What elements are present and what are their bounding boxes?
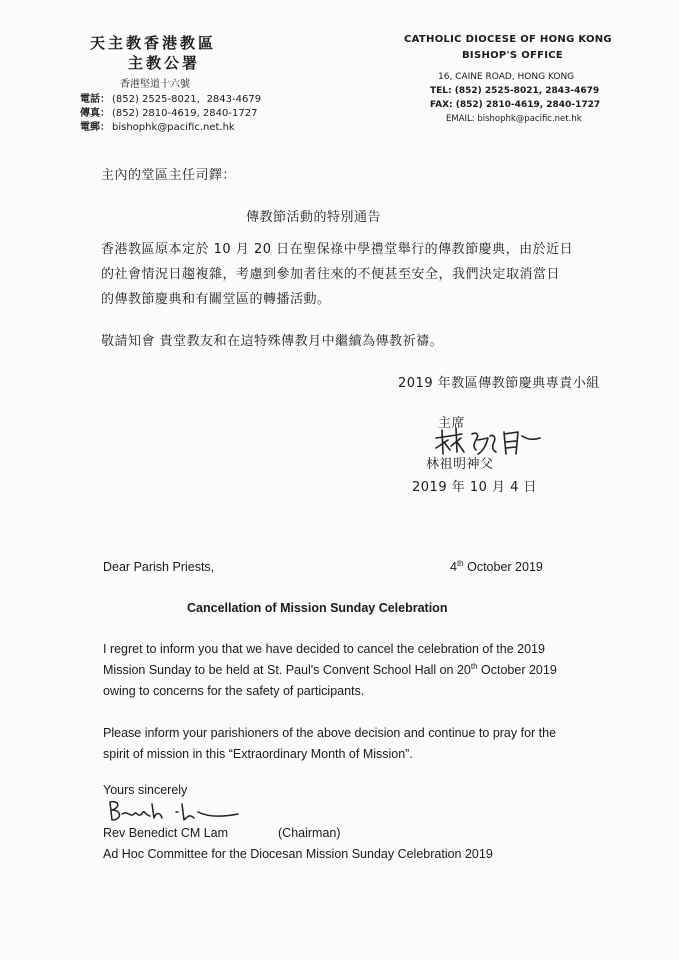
en-subject: Cancellation of Mission Sunday Celebration xyxy=(187,601,448,615)
english-signature xyxy=(102,798,242,824)
en-role: (Chairman) xyxy=(278,826,341,840)
letterhead-cn-title: 天主教香港教區 xyxy=(90,34,217,52)
letterhead-cn-fax xyxy=(80,104,257,119)
en-para1-line2-a: Mission Sunday to be held at St. Paul's Convent School Hall on 20 xyxy=(103,663,471,677)
en-committee: Ad Hoc Committee for the Diocesan Mission Sunday Celebration 2019 xyxy=(103,847,493,861)
en-para1-line1: I regret to inform you that we have decided to cancel the celebration of the 2019 xyxy=(103,642,545,656)
letterhead-cn-email-label: 電郵： xyxy=(80,122,110,133)
en-para1-line3: owing to concerns for the safety of participants. xyxy=(103,684,365,698)
letterhead-cn-tel xyxy=(80,90,261,105)
cn-date: 2019 年 10 月 4 日 xyxy=(412,480,538,495)
letterhead-cn-tel-value: (852) 2525-8021，2843-4679 xyxy=(112,94,262,105)
en-para2-line1: Please inform your parishioners of the above decision and continue to pray for the xyxy=(103,726,557,740)
letterhead-en-fax: FAX: (852) 2810-4619, 2840-1727 xyxy=(430,100,601,110)
en-para2-line2: spirit of mission in this “Extraordinary Month of Mission”. xyxy=(103,747,413,761)
en-date-day: 4 xyxy=(450,560,457,574)
letterhead-en-email: EMAIL: bishophk@pacific.net.hk xyxy=(446,114,582,124)
cn-signer: 林祖明神父 xyxy=(426,457,494,472)
letterhead-en-title: CATHOLIC DIOCESE OF HONG KONG xyxy=(404,34,612,45)
letterhead-cn-email-value: bishophk@pacific.net.hk xyxy=(112,122,235,133)
letterhead-cn-address: 香港堅道十六號 xyxy=(120,79,190,90)
cn-para1-line1: 香港教區原本定於 10 月 20 日在聖保祿中學禮堂舉行的傳教節慶典，由於近日 xyxy=(101,242,574,257)
cn-salutation: 主內的堂區主任司鐸： xyxy=(101,168,237,183)
cn-committee: 2019 年教區傳教節慶典專責小組 xyxy=(398,376,600,391)
en-closing: Yours sincerely xyxy=(103,783,188,797)
cn-para1-line3: 的傳教節慶典和有關堂區的轉播活動。 xyxy=(101,292,331,307)
letterhead-cn-email xyxy=(80,118,235,133)
letterhead-cn-tel-label: 電話： xyxy=(80,94,110,105)
en-date xyxy=(450,557,543,578)
letterhead-cn-fax-value: (852) 2810-4619, 2840-1727 xyxy=(112,108,258,119)
en-date-rest: October 2019 xyxy=(463,560,543,574)
letterhead-en-tel: TEL: (852) 2525-8021, 2843-4679 xyxy=(430,86,600,96)
en-date-suffix: th xyxy=(456,559,464,568)
en-para1-line2-b: October 2019 xyxy=(477,663,557,677)
letterhead-cn-fax-label: 傳真： xyxy=(80,108,110,119)
letterhead-cn-office: 主教公署 xyxy=(128,54,201,72)
letterhead-en-office: BISHOP'S OFFICE xyxy=(462,50,564,61)
en-para1-line2-suffix: th xyxy=(470,662,478,671)
cn-para1-line2: 的社會情況日趨複雜，考慮到參加者往來的不便甚至安全，我們決定取消當日 xyxy=(101,267,561,282)
letterhead-en-address: 16, CAINE ROAD, HONG KONG xyxy=(438,72,575,82)
cn-role: 主席 xyxy=(438,416,466,431)
en-para1-line2 xyxy=(103,660,557,681)
cn-para2: 敬請知會 貴堂教友和在這特殊傳教月中繼續為傳教祈禱。 xyxy=(101,334,444,349)
en-salutation: Dear Parish Priests, xyxy=(103,560,215,574)
cn-subject: 傳教節活動的特別通告 xyxy=(246,210,382,225)
en-signer: Rev Benedict CM Lam xyxy=(103,826,229,840)
